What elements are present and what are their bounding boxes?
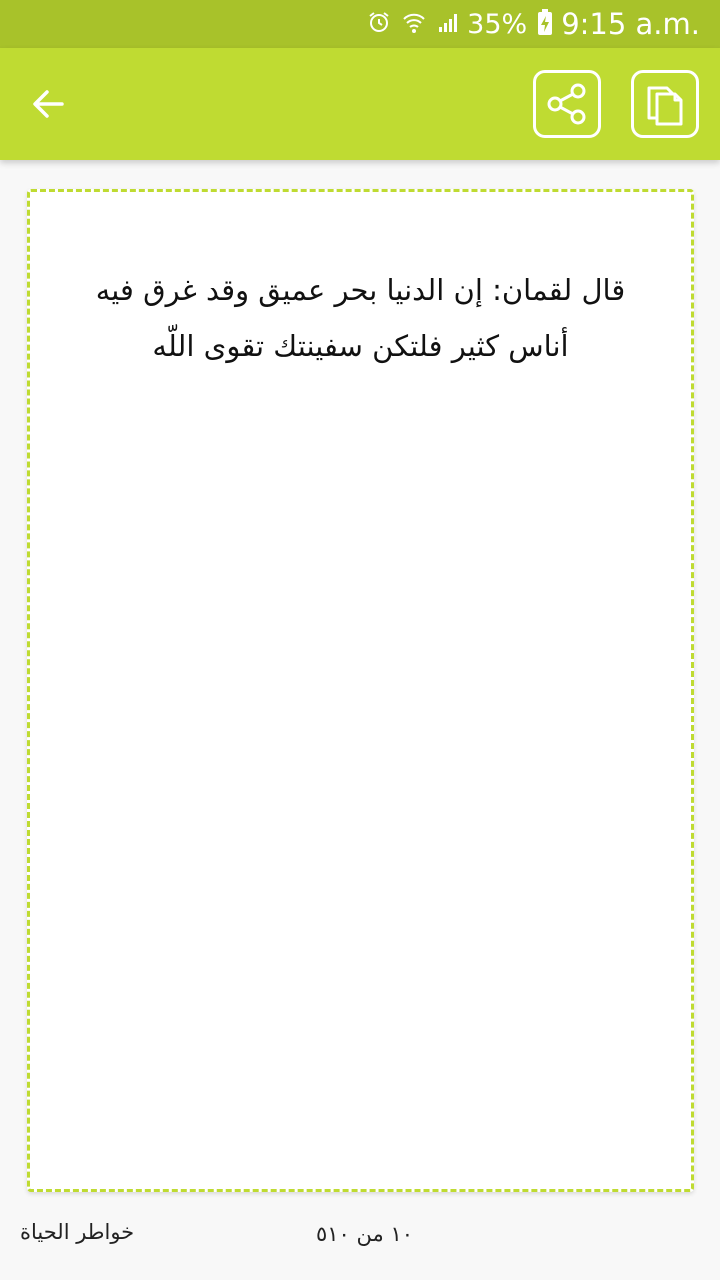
wifi-icon xyxy=(401,9,427,39)
copy-icon xyxy=(643,80,687,128)
category-label: خواطر الحياة xyxy=(20,1220,135,1244)
app-bar xyxy=(0,48,720,160)
quote-counter: ١٠ من ٥١٠ xyxy=(316,1222,413,1246)
back-button[interactable] xyxy=(20,76,76,132)
quote-card xyxy=(27,189,694,1192)
status-bar xyxy=(0,0,720,48)
status-clock: 9:15 a.m. xyxy=(561,7,700,41)
arrow-left-icon xyxy=(30,86,66,122)
signal-icon xyxy=(437,10,461,38)
battery-charging-icon xyxy=(537,8,553,40)
quote-text: قال لقمان: إن الدنيا بحر عميق وقد غرق فيه أناس كثير فلتكن سفينتك تقوى اللّه xyxy=(95,273,626,363)
alarm-icon xyxy=(367,10,391,38)
share-button[interactable] xyxy=(533,70,601,138)
share-icon xyxy=(543,80,591,128)
copy-button[interactable] xyxy=(631,70,699,138)
battery-percent: 35% xyxy=(467,8,528,40)
